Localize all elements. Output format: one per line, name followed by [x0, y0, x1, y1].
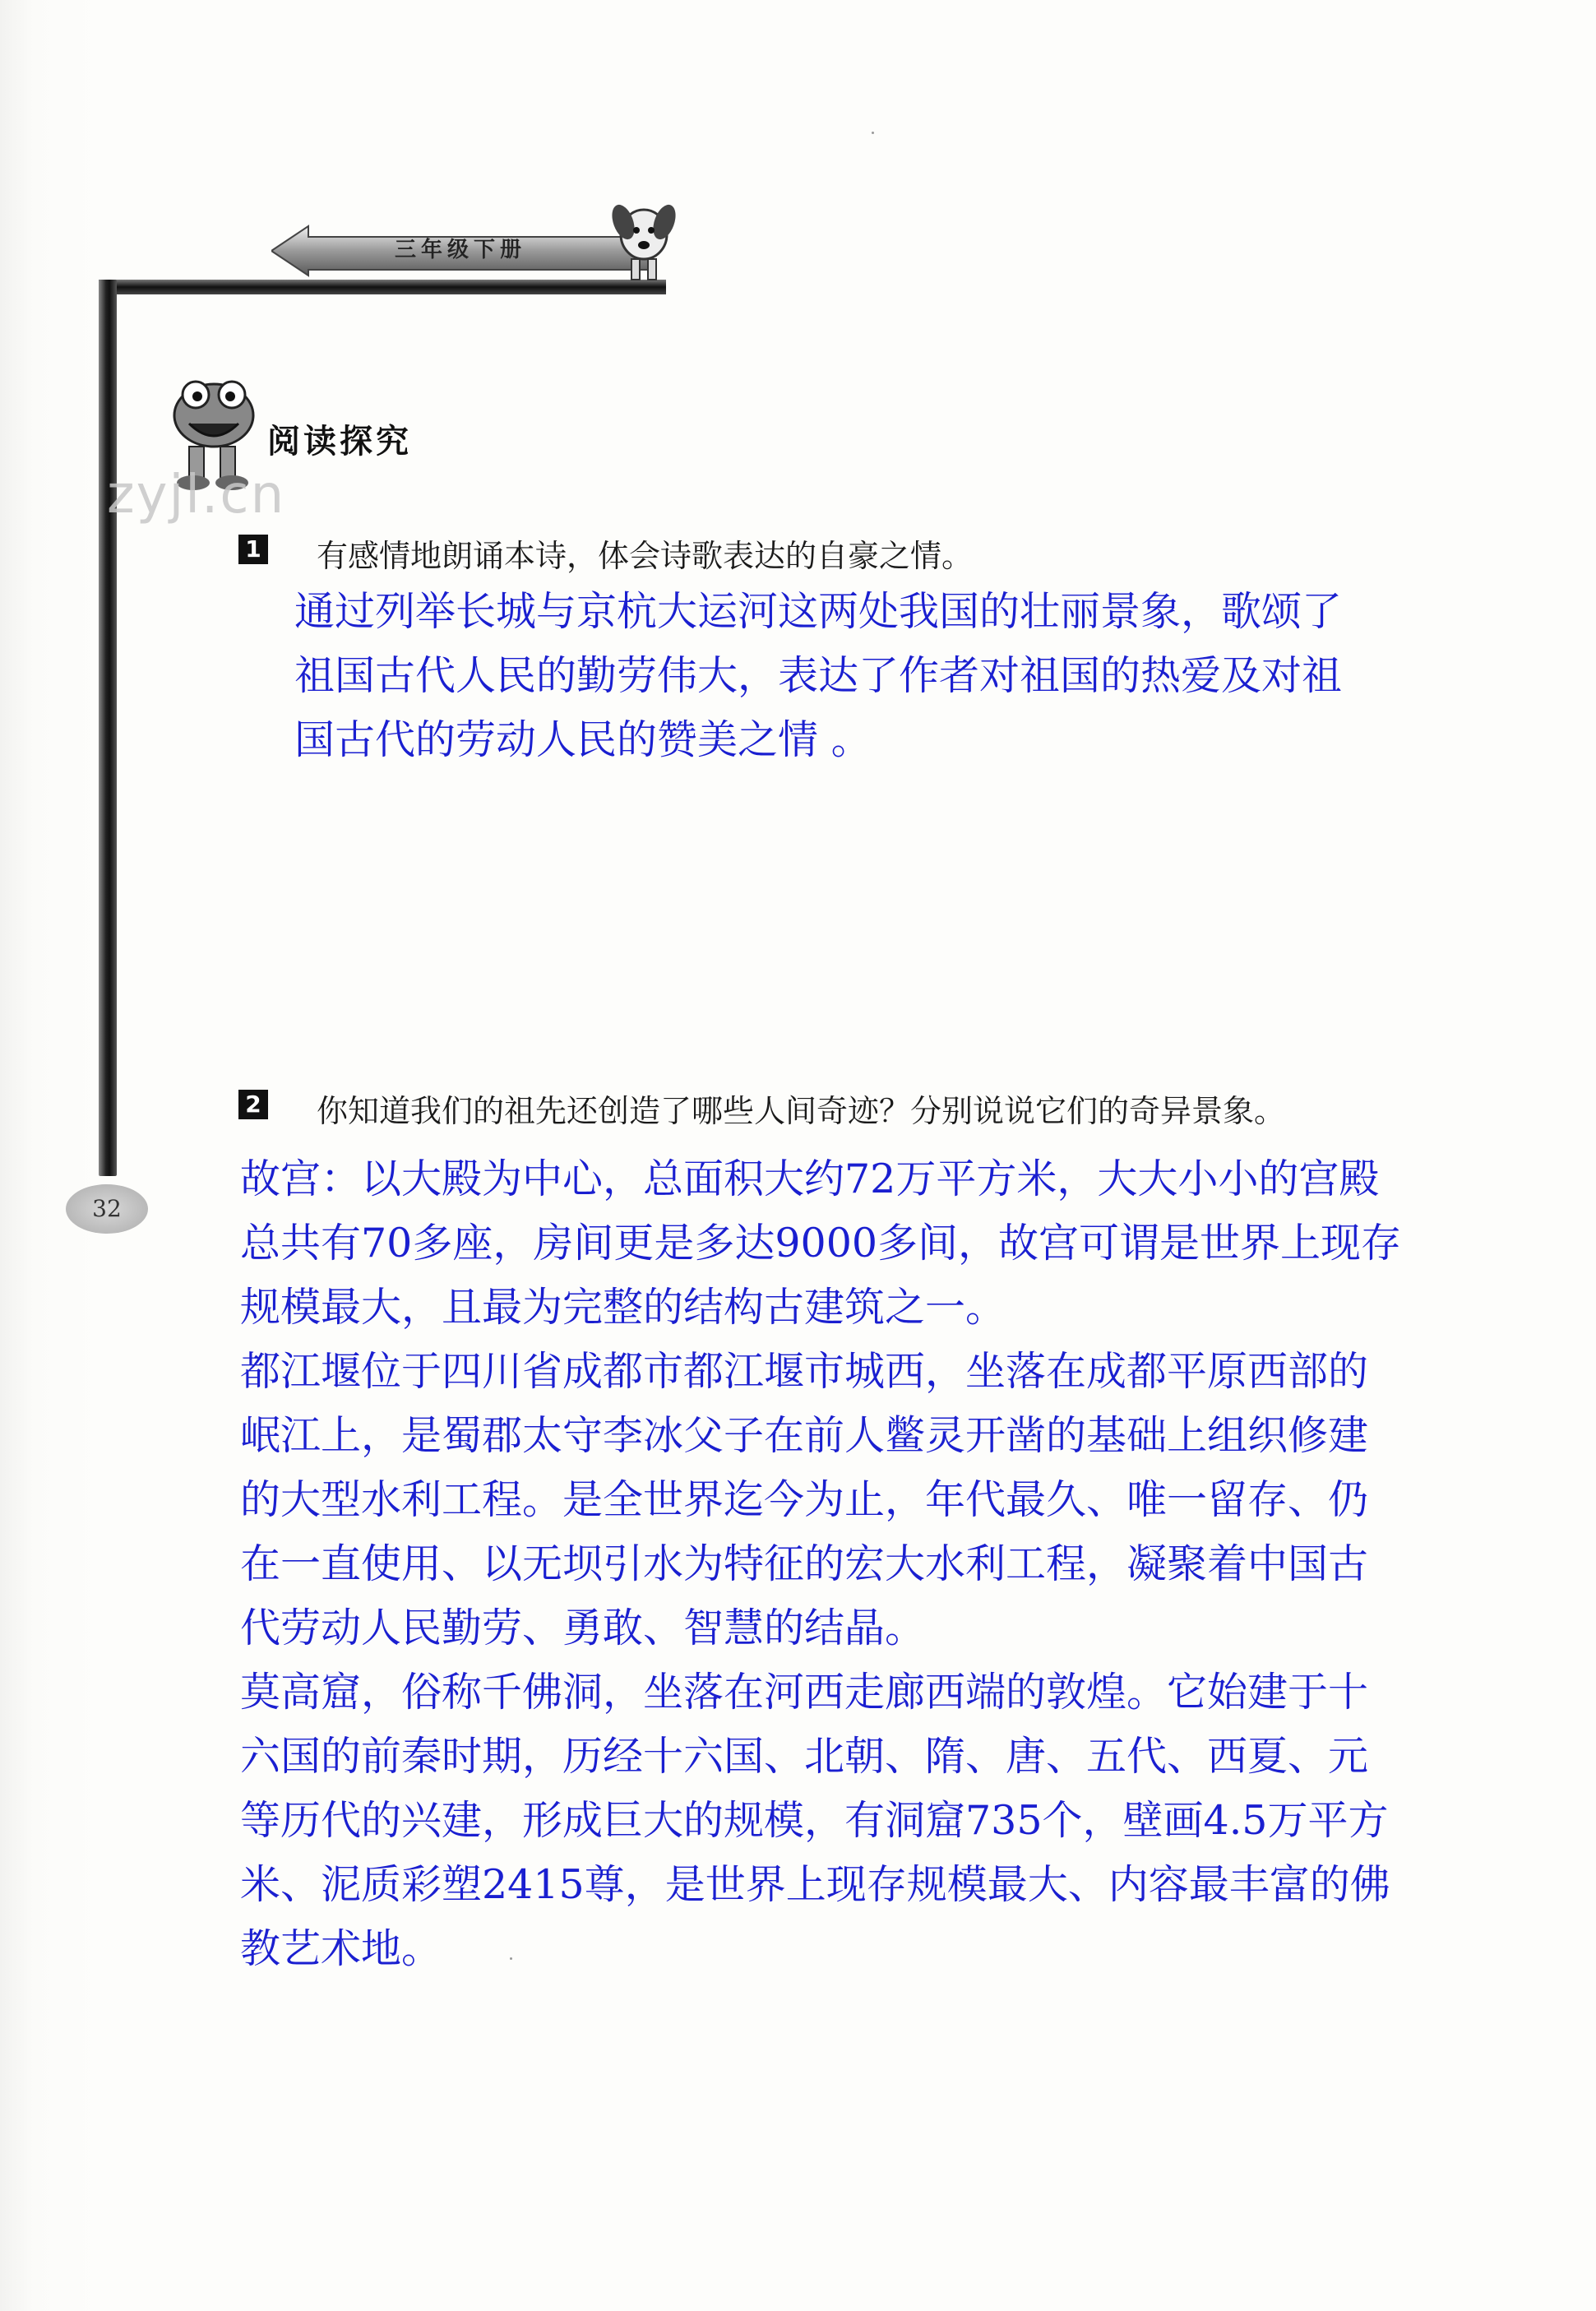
answer-line: 在一直使用、以无坝引水为特征的宏大水利工程，凝聚着中国古 — [240, 1540, 1369, 1587]
scan-speck — [510, 1957, 512, 1960]
answer-line: 祖国古代人民的勤劳伟大，表达了作者对祖国的热爱及对祖 — [294, 652, 1343, 699]
answer-line: 故宫：以大殿为中心，总面积大约72万平方米，大大小小的宫殿 — [240, 1156, 1380, 1202]
answer-block — [240, 1147, 1401, 1981]
answer-line: 莫高窟，俗称千佛洞，坐落在河西走廊西端的敦煌。它始建于十 — [240, 1669, 1369, 1716]
margin-bar — [99, 280, 117, 1176]
scan-speck — [872, 132, 874, 134]
answer-line: 通过列举长城与京杭大运河这两处我国的壮丽景象，歌颂了 — [294, 588, 1343, 635]
answer-line: 的大型水利工程。是全世界迄今为止，年代最久、唯一留存、仍 — [240, 1476, 1369, 1523]
answer-line: 等历代的兴建，形成巨大的规模，有洞窟735个，壁画4.5万平方 — [240, 1797, 1389, 1844]
question-prompt: 你知道我们的祖先还创造了哪些人间奇迹？分别说说它们的奇异景象。 — [317, 1093, 1286, 1129]
header-rule — [99, 280, 666, 294]
answer-line: 六国的前秦时期，历经十六国、北朝、隋、唐、五代、西夏、元 — [240, 1733, 1369, 1780]
page-number: 32 — [66, 1184, 148, 1234]
answer-line: 国古代的劳动人民的赞美之情 。 — [294, 716, 872, 763]
answer-line: 规模最大，且最为完整的结构古建筑之一。 — [240, 1284, 1006, 1331]
dog-mascot-icon — [607, 189, 681, 288]
header-banner — [271, 222, 650, 280]
question-prompt: 有感情地朗诵本诗，体会诗歌表达的自豪之情。 — [317, 538, 974, 574]
answer-line: 教艺术地。 — [240, 1925, 442, 1972]
section-title: 阅读探究 — [267, 423, 412, 461]
answer-line: 代劳动人民勤劳、勇敢、智慧的结晶。 — [240, 1605, 926, 1651]
answer-line: 总共有70多座，房间更是多达9000多间，故宫可谓是世界上现存 — [240, 1220, 1402, 1267]
question-number-badge: 1 — [238, 535, 268, 564]
answer-line: 都江堰位于四川省成都市都江堰市城西，坐落在成都平原西部的 — [240, 1348, 1369, 1395]
answer-line: 米、泥质彩塑2415尊，是世界上现存规模最大、内容最丰富的佛 — [240, 1861, 1390, 1908]
answer-line: 岷江上，是蜀郡太守李冰父子在前人鳖灵开凿的基础上组织修建 — [240, 1412, 1369, 1459]
book-grade-title: 三年级下册 — [394, 238, 526, 262]
answer-block — [294, 580, 1342, 772]
watermark: zyjl.cn — [107, 465, 286, 526]
question-number-badge: 2 — [238, 1090, 268, 1119]
